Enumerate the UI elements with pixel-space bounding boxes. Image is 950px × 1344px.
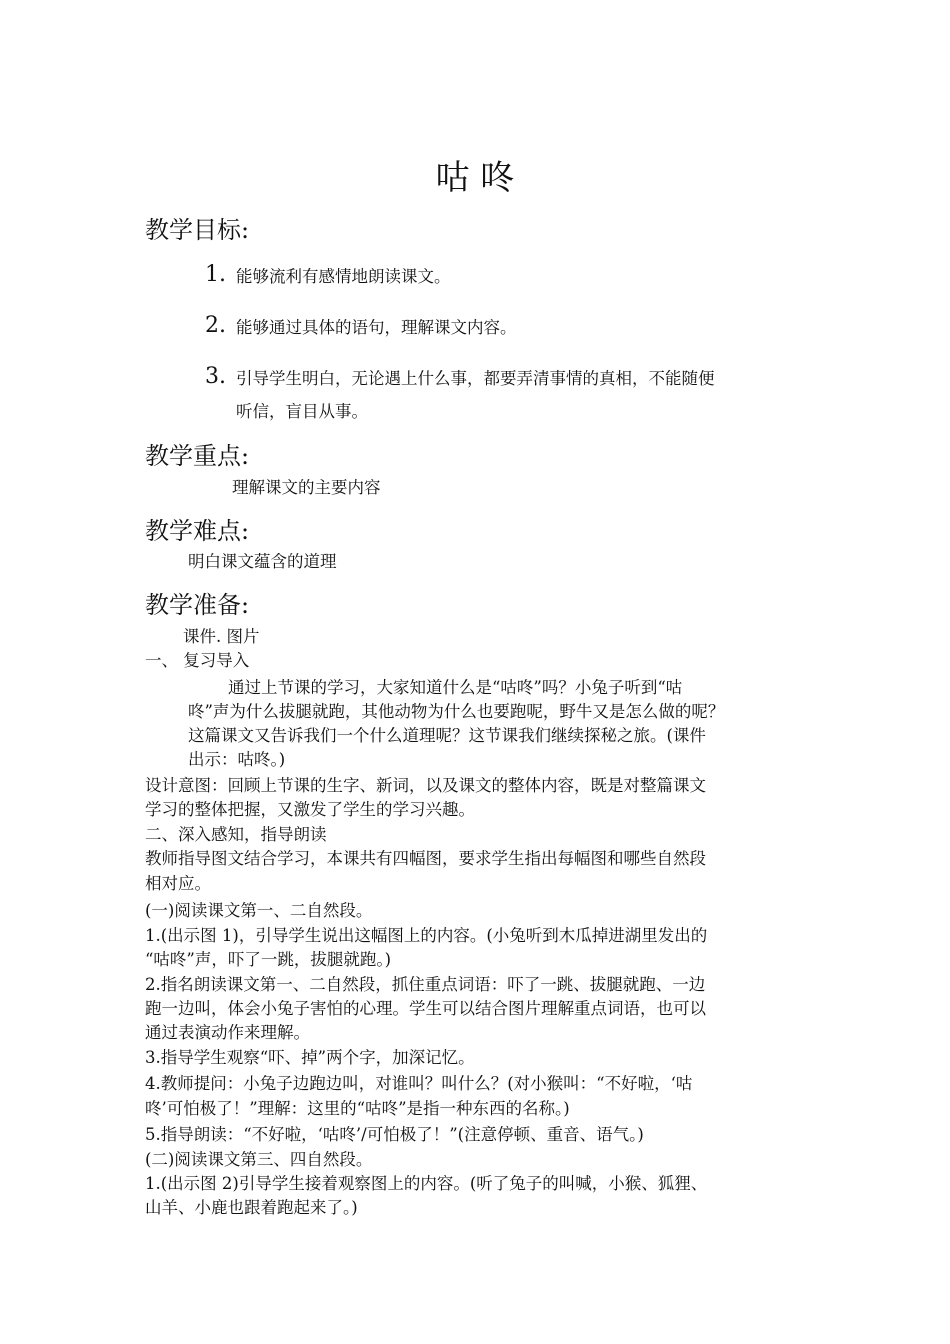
- body-line: 学习的整体把握，又激发了学生的学习兴趣。: [145, 800, 475, 819]
- body-line: 出示：咕咚。): [188, 750, 286, 769]
- difficulty-heading: 教学难点:: [145, 517, 250, 545]
- body-line: 相对应。: [145, 874, 211, 893]
- body-line: 设计意图：回顾上节课的生字、新词，以及课文的整体内容，既是对整篇课文: [145, 776, 706, 795]
- body-line: 5.指导朗读：“不好啦，‘咕咚’/可怕极了！”(注意停顿、重音、语气。): [145, 1125, 644, 1144]
- body-line: 1.(出示图 2)引导学生接着观察图上的内容。(听了兔子的叫喊，小猴、狐狸、: [145, 1174, 708, 1193]
- goal-number: 3.: [205, 364, 226, 389]
- body-line: 教师指导图文结合学习，本课共有四幅图，要求学生指出每幅图和哪些自然段: [145, 849, 706, 868]
- difficulty-text: 明白课文蕴含的道理: [188, 552, 337, 571]
- body-line: 咚”声为什么拔腿就跑，其他动物为什么也要跑呢，野牛又是怎么做的呢？: [188, 702, 725, 721]
- body-line: 跑一边叫，体会小兔子害怕的心理。学生可以结合图片理解重点词语，也可以: [145, 999, 706, 1018]
- body-line: 山羊、小鹿也跟着跑起来了。): [145, 1198, 358, 1217]
- goal-text: 能够通过具体的语句，理解课文内容。: [236, 318, 517, 337]
- goal-number: 1.: [205, 262, 226, 287]
- page-title: 咕 咚: [435, 158, 515, 198]
- body-line: 通过上节课的学习，大家知道什么是“咕咚”吗？小兔子听到“咕: [228, 678, 683, 697]
- section-heading: 二、深入感知，指导朗读: [145, 825, 327, 844]
- body-line: 3.指导学生观察“吓、掉”两个字，加深记忆。: [145, 1048, 475, 1067]
- body-line: “咕咚”声，吓了一跳，拔腿就跑。): [145, 950, 392, 969]
- key-points-text: 理解课文的主要内容: [232, 478, 381, 497]
- preparation-text: 课件. 图片: [183, 627, 260, 646]
- section-heading: 一、 复习导入: [145, 651, 250, 670]
- goal-text-continued: 听信，盲目从事。: [236, 402, 368, 421]
- body-line: 咚’可怕极了！”理解：这里的“咕咚”是指一种东西的名称。): [145, 1099, 570, 1118]
- preparation-heading: 教学准备:: [145, 591, 250, 619]
- subsection-heading: (一)阅读课文第一、二自然段。: [145, 901, 373, 920]
- subsection-heading: (二)阅读课文第三、四自然段。: [145, 1150, 373, 1169]
- body-line: 通过表演动作来理解。: [145, 1023, 310, 1042]
- key-points-heading: 教学重点:: [145, 442, 250, 470]
- goals-heading: 教学目标:: [145, 216, 250, 244]
- body-line: 这篇课文又告诉我们一个什么道理呢？这节课我们继续探秘之旅。(课件: [188, 726, 706, 745]
- body-line: 4.教师提问：小兔子边跑边叫，对谁叫？叫什么？(对小猴叫：“不好啦，‘咕: [145, 1074, 693, 1093]
- body-line: 1.(出示图 1)，引导学生说出这幅图上的内容。(小兔听到木瓜掉进湖里发出的: [145, 926, 708, 945]
- body-line: 2.指名朗读课文第一、二自然段，抓住重点词语：吓了一跳、拔腿就跑、一边: [145, 975, 706, 994]
- goal-text: 引导学生明白，无论遇上什么事，都要弄清事情的真相，不能随便: [236, 369, 715, 388]
- goal-text: 能够流利有感情地朗读课文。: [236, 267, 451, 286]
- goal-number: 2.: [205, 313, 226, 338]
